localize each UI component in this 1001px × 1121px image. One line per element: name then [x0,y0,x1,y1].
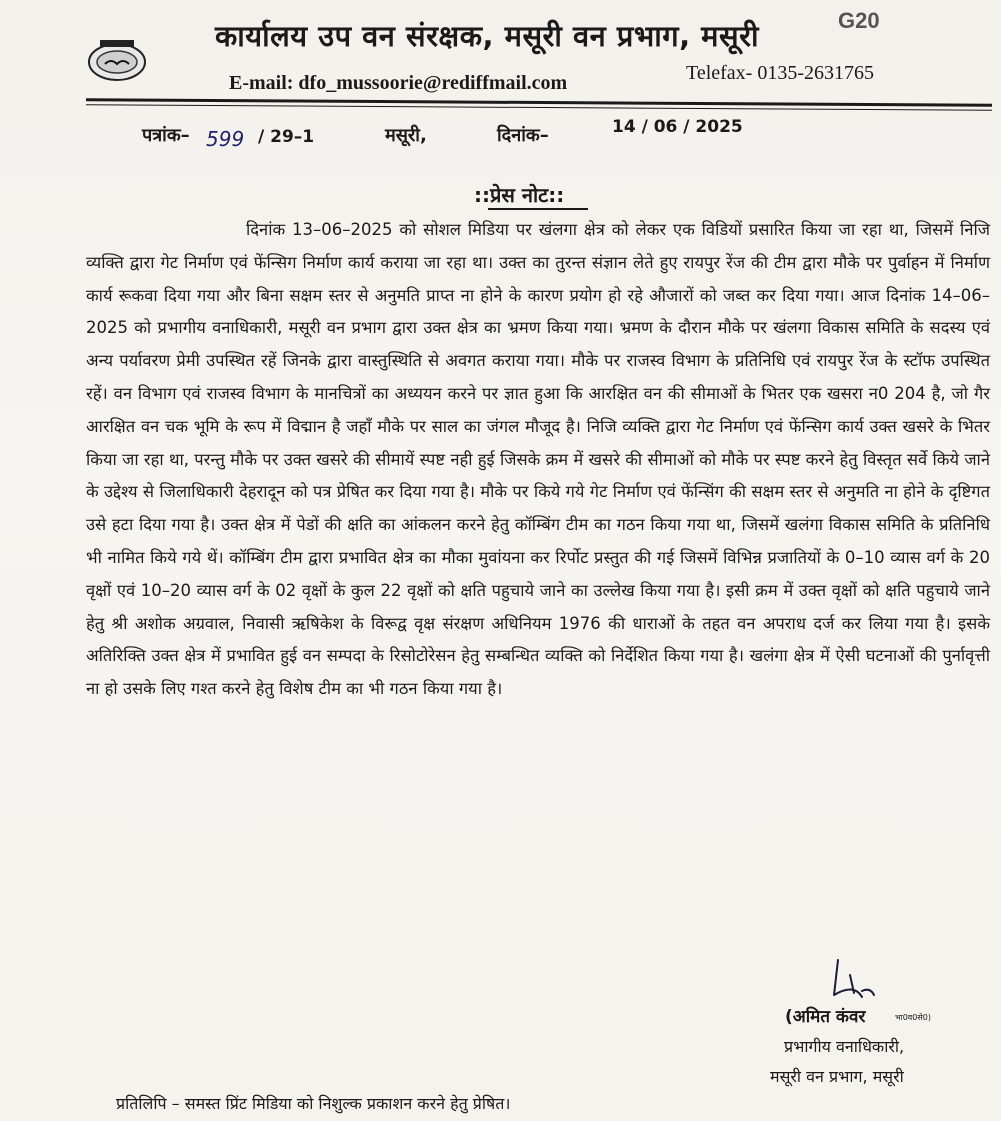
press-note-body: दिनांक 13–06–2025 को सोशल मिडिया पर खंलगा क्षेत्र को लेकर एक विडियों प्रसारित किया जा रहा था, जिसमें निजि व्यक्ति द्वारा गेट निर्माण एवं फेंन्सिग निर्माण कार्य कराया जा रहा था। उक्त का तुरन्त संज्ञान लेते हुए रायपुर रेंज की टीम द्वारा मौके पर पुर्वाहन में निर्माण कार्य रूकवा दिया गया और बिना सक्षम स्तर से अनुमति प्राप्त ना होने के कारण प्रयोग हो रहे औजारों को जब्त कर दिया गया। आज दिनांक 14–06–2025 को प्रभागीय वनाधिकारी, मसूरी वन प्रभाग द्वारा उक्त क्षेत्र का भ्रमण किया गया। भ्रमण के दौरान मौके पर खंलगा विकास समिति के सदस्य एवं अन्य पर्यावरण प्रेमी उपस्थित रहें जिनके द्वारा वास्तुस्थिति से अवगत कराया गया। मौके पर राजस्व विभाग के प्रतिनिधि एवं रायपुर रेंज के स्टॉफ उपस्थित रहें। वन विभाग एवं राजस्व विभाग के मानचित्रों का अध्ययन करने पर ज्ञात हुआ कि आरक्षित वन की सीमाओं के भितर एक खसरा न0 204 है, जो गैर आरक्षित वन चक भूमि के रूप में विद्मान है जहाँ मौके पर साल का जंगल मौजूद है। निजि व्यक्ति द्वारा गेट निर्माण एवं फेंन्सिग कार्य उक्त खसरे के भितर किया जा रहा था, परन्तु मौके पर उक्त खसरे की सीमायें स्पष्ट नही हुई जिसके क्रम में खसरे की सीमाओं को मौके पर स्पष्ट करने हेतु विस्तृत सर्वे किये जाने के उद्देश्य से जिलाधिकारी देहरादून को पत्र प्रेषित कर दिया गया है। मौके पर किये गये गेट निर्माण एवं फेंन्सिंग की सक्षम स्तर से अनुमति ना होने के दृष्टिगत उसे हटा दिया गया है। उक्त क्षेत्र में पेडों की क्षति का आंकलन करने हेतु कॉम्बिंग टीम का गठन किया गया था, जिसमें खलंगा विकास समिति के प्रतिनिधि भी नामित किये गये थें। कॉम्बिंग टीम द्वारा प्रभावित क्षेत्र का मौका मुवांयना कर रिर्पोट प्रस्तुत की गई जिसमें विभिन्न प्रजातियों के 0–10 व्यास वर्ग के 20 वृक्षों एवं 10–20 व्यास वर्ग के 02 वृक्षों के कुल 22 वृक्षों को क्षति पहुचाये जाने का उल्लेख किया गया है। इसी क्रम में उक्त वृक्षों को क्षति पहुचाये जाने हेतु श्री अशोक अग्रवाल, निवासी ऋषिकेश के विरूद्व वृक्ष संरक्षण अधिनियम 1976 की धाराओं के तहत वन अपराध दर्ज कर लिया गया है। इसके अतिरिक्ति उक्त क्षेत्र में प्रभावित हुई वन सम्पदा के रिसोटोरेसन हेतु सम्बन्धित व्यक्ति को निर्देशित किया गया है। खलंगा क्षेत्र में ऐसी घटनाओं की पुर्नावृत्ती ना हो उसके लिए गश्त करने हेतु विशेष टीम का भी गठन किया गया है। [86,220,990,699]
signatory-designation: प्रभागीय वनाधिकारी, [784,1037,905,1056]
reference-label: पत्रांक– [142,125,190,146]
g20-logo: G20 [838,8,880,33]
heading-underline [488,208,588,210]
office-telefax: Telefax- 0135-2631765 [686,62,874,84]
reference-suffix: / 29–1 [258,127,315,147]
office-title: कार्यालय उप वन संरक्षक, मसूरी वन प्रभाग, मसूरी [215,19,759,53]
signatory-service: भा0व0से0) [895,1013,931,1022]
reference-number: 599 [206,127,245,151]
press-note-heading: ::प्रेस नोट:: [474,183,565,207]
signatory-division: मसूरी वन प्रभाग, मसूरी [770,1067,904,1086]
office-email: E-mail: dfo_mussoorie@rediffmail.com [229,72,568,94]
place-label: मसूरी, [385,125,427,146]
date-label: दिनांक– [497,125,549,146]
copy-to-line: प्रतिलिपि – समस्त प्रिंट मिडिया को निशुल्क प्रकाशन करने हेतु प्रेषित। [116,1094,511,1113]
signatory-name: (अमित कंवर [785,1007,866,1027]
date-value: 14 / 06 / 2025 [612,117,743,137]
department-emblem-icon [86,38,148,82]
